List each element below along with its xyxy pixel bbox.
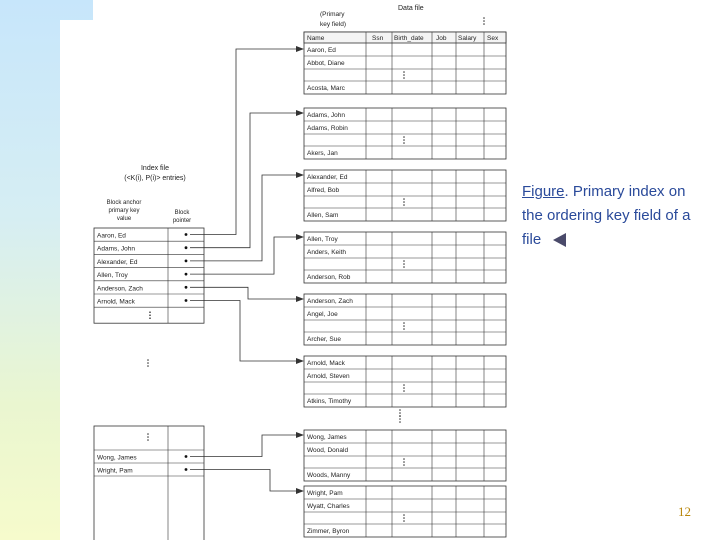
vertical-ellipsis xyxy=(403,387,405,389)
figure-link[interactable]: Figure xyxy=(522,183,565,200)
arrow-head xyxy=(296,358,304,364)
vertical-ellipsis xyxy=(399,412,401,414)
data-record: Akers, Jan xyxy=(307,150,338,157)
vertical-ellipsis xyxy=(403,198,405,200)
column-header: Ssn xyxy=(372,35,384,42)
data-record: Anders, Keith xyxy=(307,249,347,256)
data-record: Anderson, Rob xyxy=(307,274,351,281)
data-record: Angel, Joe xyxy=(307,311,338,318)
index-entry: Adams, John xyxy=(97,245,135,253)
vertical-ellipsis xyxy=(147,359,149,361)
vertical-ellipsis xyxy=(403,517,405,519)
vertical-ellipsis xyxy=(403,464,405,466)
vertical-ellipsis xyxy=(147,436,149,438)
data-record: Acosta, Marc xyxy=(307,85,345,92)
arrow-head xyxy=(296,296,304,302)
vertical-ellipsis xyxy=(403,74,405,76)
vertical-ellipsis xyxy=(149,311,151,313)
block-pointer-dot xyxy=(185,455,188,458)
arrow-head xyxy=(296,172,304,178)
vertical-ellipsis xyxy=(403,77,405,79)
index-column-header: Block xyxy=(174,210,190,216)
vertical-ellipsis xyxy=(399,418,401,420)
vertical-ellipsis xyxy=(403,325,405,327)
block-pointer-dot xyxy=(185,286,188,289)
data-record: Arnold, Mack xyxy=(307,360,345,367)
data-record: Alfred, Bob xyxy=(307,187,340,194)
arrow-head xyxy=(296,110,304,116)
data-record: Alexander, Ed xyxy=(307,174,348,181)
vertical-ellipsis xyxy=(483,17,485,19)
data-record: Abbot, Diane xyxy=(307,60,345,67)
vertical-ellipsis xyxy=(403,266,405,268)
column-header: Birth_date xyxy=(394,35,424,42)
index-column-header: value xyxy=(116,216,132,222)
block-pointer-arrow xyxy=(190,435,298,457)
back-triangle-icon[interactable] xyxy=(553,233,566,247)
data-record: Arnold, Steven xyxy=(307,373,350,380)
data-record: Anderson, Zach xyxy=(307,298,353,305)
arrow-head xyxy=(296,432,304,438)
vertical-ellipsis xyxy=(403,458,405,460)
vertical-ellipsis xyxy=(403,142,405,144)
vertical-ellipsis xyxy=(403,263,405,265)
index-entry: Anderson, Zach xyxy=(97,285,143,293)
data-record: Adams, Robin xyxy=(307,125,348,132)
vertical-ellipsis xyxy=(147,433,149,435)
figure-caption xyxy=(522,180,692,252)
block-pointer-dot xyxy=(185,246,188,249)
block-pointer-dot xyxy=(185,299,188,302)
column-header: Name xyxy=(307,35,325,42)
data-record: Wood, Donald xyxy=(307,447,349,454)
data-record: Zimmer, Byron xyxy=(307,528,350,535)
data-record: Adams, John xyxy=(307,112,345,119)
key-field-note: (Primary xyxy=(320,11,345,18)
block-pointer-arrow xyxy=(190,287,298,299)
vertical-ellipsis xyxy=(149,317,151,319)
vertical-ellipsis xyxy=(403,136,405,138)
block-pointer-dot xyxy=(185,273,188,276)
vertical-ellipsis xyxy=(399,415,401,417)
vertical-ellipsis xyxy=(403,514,405,516)
data-record: Wyatt, Charles xyxy=(307,503,350,510)
column-header: Sex xyxy=(487,35,499,42)
arrow-head xyxy=(296,234,304,240)
index-entry: Aaron, Ed xyxy=(97,232,126,240)
vertical-ellipsis xyxy=(399,409,401,411)
vertical-ellipsis xyxy=(403,204,405,206)
block-pointer-dot xyxy=(185,233,188,236)
vertical-ellipsis xyxy=(147,362,149,364)
block-pointer-dot xyxy=(185,468,188,471)
block-pointer-arrow xyxy=(190,301,298,362)
index-column-header: pointer xyxy=(172,218,192,224)
data-record: Aaron, Ed xyxy=(307,47,336,54)
index-entry: Alexander, Ed xyxy=(97,258,138,266)
vertical-ellipsis xyxy=(147,365,149,367)
vertical-ellipsis xyxy=(403,201,405,203)
vertical-ellipsis xyxy=(403,390,405,392)
block-pointer-arrow xyxy=(190,470,298,492)
index-column-header: primary key xyxy=(108,208,140,214)
data-record: Woods, Manny xyxy=(307,472,351,479)
block-pointer-arrow xyxy=(190,237,298,274)
key-field-note: key field) xyxy=(320,21,347,28)
index-column-header: Block anchor xyxy=(106,200,142,206)
vertical-ellipsis xyxy=(399,421,401,423)
data-record: Archer, Sue xyxy=(307,336,341,343)
caption-text: . Primary index on the ordering key field of a file xyxy=(522,183,691,248)
index-entry: Wright, Pam xyxy=(97,467,133,475)
data-record: Wong, James xyxy=(307,434,347,441)
column-header: Salary xyxy=(458,35,477,42)
data-record: Allen, Sam xyxy=(307,212,339,219)
vertical-ellipsis xyxy=(403,328,405,330)
vertical-ellipsis xyxy=(483,23,485,25)
block-pointer-dot xyxy=(185,260,188,263)
data-file-title: Data file xyxy=(398,5,424,12)
vertical-ellipsis xyxy=(403,260,405,262)
column-header: Job xyxy=(436,35,447,42)
vertical-ellipsis xyxy=(147,439,149,441)
arrow-head xyxy=(296,488,304,494)
vertical-ellipsis xyxy=(403,71,405,73)
block-pointer-arrow xyxy=(190,49,298,235)
data-record: Atkins, Timothy xyxy=(307,398,352,405)
block-pointer-arrow xyxy=(190,113,298,248)
index-file-subtitle: (<K(i), P(i)> entries) xyxy=(124,175,186,182)
vertical-ellipsis xyxy=(403,461,405,463)
vertical-ellipsis xyxy=(483,20,485,22)
data-record: Allen, Troy xyxy=(307,236,338,243)
arrow-head xyxy=(296,46,304,52)
page-number: 12 xyxy=(678,504,691,519)
vertical-ellipsis xyxy=(403,322,405,324)
index-entry: Allen, Troy xyxy=(97,272,128,280)
vertical-ellipsis xyxy=(403,520,405,522)
vertical-ellipsis xyxy=(149,314,151,316)
index-entry: Arnold, Mack xyxy=(97,298,135,306)
index-block xyxy=(94,426,204,540)
vertical-ellipsis xyxy=(403,139,405,141)
index-entry: Wong, James xyxy=(97,454,137,462)
index-file-title: Index file xyxy=(140,165,170,172)
vertical-ellipsis xyxy=(403,384,405,386)
data-record: Wright, Pam xyxy=(307,490,343,497)
